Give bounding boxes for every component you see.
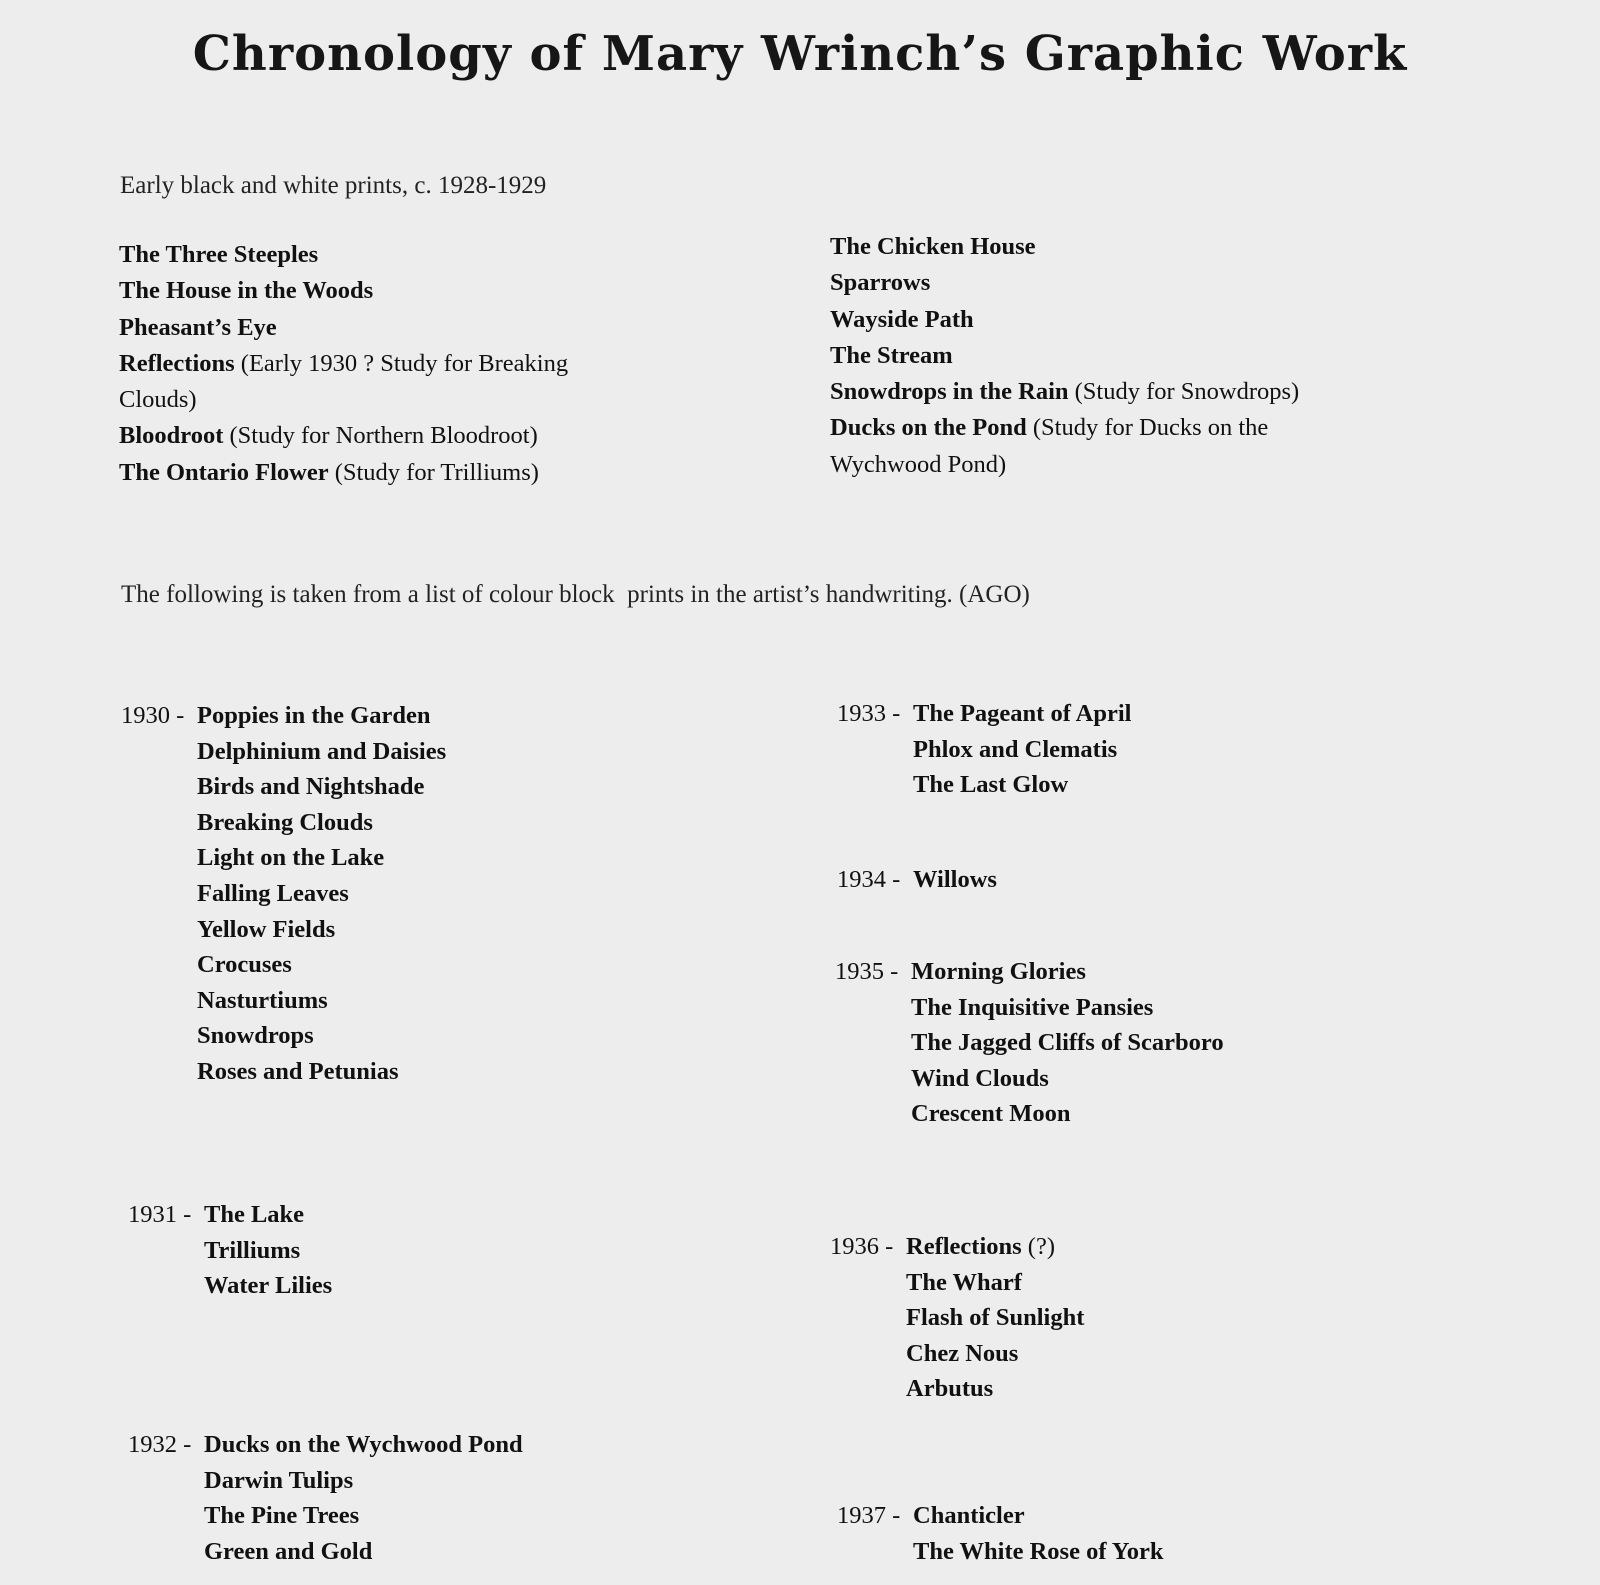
print-title: Roses and Petunias — [197, 1057, 399, 1085]
year-label: 1935 - — [835, 958, 899, 985]
list-item — [119, 346, 568, 382]
print-title: Delphinium and Daisies — [197, 737, 447, 765]
list-item — [119, 418, 568, 454]
year-1937-block — [837, 1498, 1163, 1569]
list-item — [119, 382, 568, 418]
year-label: 1932 - — [128, 1431, 192, 1458]
print-title: Crescent Moon — [911, 1100, 1071, 1128]
print-title: The Lake — [204, 1201, 305, 1228]
year-1936-block — [830, 1229, 1084, 1407]
print-note: (Early 1930 ? Study for Breaking — [234, 349, 569, 377]
year-label: 1930 - — [121, 702, 185, 729]
print-title: Breaking Clouds — [197, 808, 373, 836]
print-title: Reflections — [906, 1233, 1022, 1260]
print-title: Chez Nous — [906, 1339, 1019, 1367]
colour-prints-intro: The following is taken from a list of colour block prints in the artist’s handwriting. (AGO) — [121, 581, 1030, 608]
print-title: Light on the Lake — [197, 844, 385, 872]
print-title: Wind Clouds — [911, 1064, 1049, 1092]
list-item — [830, 302, 1299, 338]
early-prints-left-list — [119, 237, 568, 491]
early-prints-right-list — [830, 229, 1299, 483]
year-label: 1936 - — [830, 1233, 894, 1260]
year-label: 1933 - — [837, 700, 901, 727]
print-title: The White Rose of York — [913, 1537, 1164, 1565]
year-label: 1937 - — [837, 1502, 901, 1529]
list-item — [830, 374, 1299, 410]
print-note: (Study for Snowdrops) — [1068, 378, 1300, 406]
print-note: (Study for Trilliums) — [328, 458, 539, 486]
print-note: Clouds) — [119, 386, 197, 414]
print-title: The Wharf — [906, 1268, 1022, 1296]
print-title: The Three Steeples — [119, 241, 319, 268]
print-title: The Ontario Flower — [119, 458, 329, 486]
list-item — [830, 265, 1299, 301]
print-title: Green and Gold — [204, 1537, 373, 1565]
print-title: Water Lilies — [204, 1272, 333, 1300]
print-title: The Jagged Cliffs of Scarboro — [911, 1029, 1224, 1057]
early-prints-heading: Early black and white prints, c. 1928-1929 — [120, 172, 547, 199]
print-title: The Pine Trees — [204, 1502, 360, 1530]
year-label: 1934 - — [837, 866, 901, 893]
year-1934-block — [837, 862, 997, 898]
year-1932-block — [128, 1427, 523, 1569]
list-item — [119, 310, 568, 346]
print-note: Wychwood Pond) — [830, 450, 1007, 478]
print-title: Birds and Nightshade — [197, 773, 425, 801]
print-title: Bloodroot — [119, 422, 224, 450]
print-title: Ducks on the Wychwood Pond — [204, 1431, 523, 1458]
print-title: Falling Leaves — [197, 879, 349, 907]
print-title: Darwin Tulips — [204, 1466, 354, 1494]
year-label: 1931 - — [128, 1201, 192, 1228]
print-title: The Last Glow — [913, 771, 1069, 799]
list-item — [119, 455, 568, 491]
year-1930-block — [121, 698, 446, 1090]
print-title: Nasturtiums — [197, 986, 328, 1014]
print-title: Morning Glories — [911, 958, 1086, 985]
print-title: Arbutus — [906, 1375, 994, 1403]
print-title: The House in the Woods — [119, 277, 374, 305]
print-title: The Pageant of April — [913, 700, 1132, 727]
print-title: The Chicken House — [830, 233, 1036, 260]
print-title: Phlox and Clematis — [913, 735, 1118, 763]
print-title: Trilliums — [204, 1236, 301, 1264]
print-title: The Stream — [830, 341, 953, 369]
print-note: (?) — [1021, 1233, 1055, 1260]
print-title: Ducks on the Pond — [830, 414, 1027, 442]
list-item — [119, 237, 568, 273]
print-title: Snowdrops — [197, 1022, 314, 1050]
print-title: Willows — [913, 866, 997, 893]
year-1931-block — [128, 1197, 332, 1304]
print-title: Sparrows — [830, 269, 931, 297]
print-note: (Study for Ducks on the — [1026, 414, 1269, 442]
print-title: Pheasant’s Eye — [119, 313, 277, 341]
list-item — [830, 410, 1299, 446]
year-1935-block — [835, 954, 1224, 1132]
list-item — [830, 338, 1299, 374]
print-title: Reflections — [119, 349, 235, 377]
print-title: Wayside Path — [830, 305, 974, 333]
print-title: Chanticler — [913, 1502, 1025, 1529]
print-title: Flash of Sunlight — [906, 1304, 1085, 1332]
list-item — [830, 447, 1299, 483]
page-title: Chronology of Mary Wrinch’s Graphic Work — [192, 26, 1408, 82]
list-item — [830, 229, 1299, 265]
print-title: Crocuses — [197, 951, 292, 979]
list-item — [119, 273, 568, 309]
print-title: Snowdrops in the Rain — [830, 378, 1069, 406]
print-title: Yellow Fields — [197, 915, 336, 943]
print-title: Poppies in the Garden — [197, 702, 431, 729]
print-title: The Inquisitive Pansies — [911, 993, 1154, 1021]
print-note: (Study for Northern Bloodroot) — [223, 422, 538, 450]
year-1933-block — [837, 696, 1131, 803]
